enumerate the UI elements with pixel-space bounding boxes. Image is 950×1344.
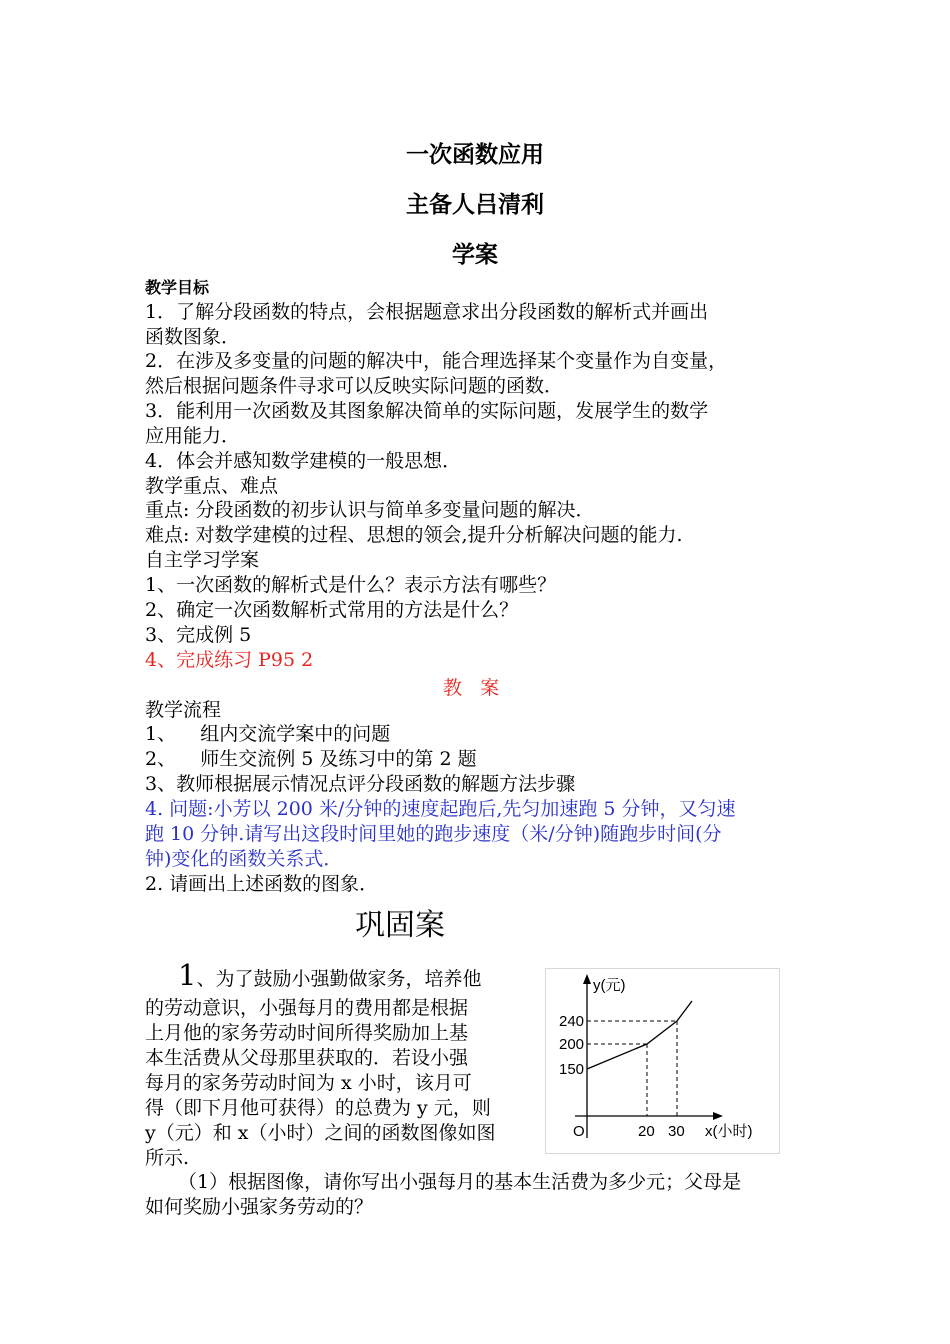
- exercise-text: 、为了鼓励小强勤做家务，培养他: [196, 968, 482, 990]
- text-line: 2、 师生交流例 5 及练习中的第 2 题: [145, 748, 477, 770]
- red-text-line: 4、完成练习 P95 2: [145, 649, 314, 671]
- text-line: 1、一次函数的解析式是什么？表示方法有哪些？: [145, 574, 557, 596]
- text-line: 然后根据问题条件寻求可以反映实际问题的函数．: [145, 375, 564, 397]
- text-line: 应用能力．: [145, 425, 241, 447]
- text-line: 自主学习学案: [145, 549, 260, 571]
- blue-text-line: 4. 问题:小芳以 200 米/分钟的速度起跑后,先匀加速跑 5 分钟，又匀速: [145, 798, 736, 820]
- y-tick-label: 240: [559, 1013, 585, 1030]
- author-line: 主备人吕清利: [406, 192, 544, 218]
- text-line: 每月的家务劳动时间为 x 小时，该月可: [145, 1072, 472, 1094]
- text-line: 4．体会并感知数学建模的一般思想．: [145, 450, 462, 472]
- y-axis-arrow: [583, 974, 591, 984]
- text-line: 教学重点、难点: [145, 475, 279, 497]
- text-line: 本生活费从父母那里获取的．若设小强: [145, 1047, 469, 1069]
- text-line: 2．在涉及多变量的问题的解决中，能合理选择某个变量作为自变量，: [145, 350, 728, 372]
- text-line: 函数图象．: [145, 326, 241, 348]
- text-line: y（元）和 x（小时）之间的函数图像如图: [145, 1122, 496, 1144]
- text-line: 得（即下月他可获得）的总费为 y 元，则: [145, 1097, 491, 1119]
- text-line: 难点: 对数学建模的过程、思想的领会,提升分析解决问题的能力.: [145, 524, 683, 546]
- text-line: 1．了解分段函数的特点，会根据题意求出分段函数的解析式并画出: [145, 301, 709, 323]
- text-line: 3．能利用一次函数及其图象解决简单的实际问题，发展学生的数学: [145, 400, 709, 422]
- text-line: （1）根据图像，请你写出小强每月的基本生活费为多少元；父母是: [178, 1171, 742, 1193]
- series-extension: [677, 1001, 692, 1021]
- x-tick-label: 20: [638, 1123, 655, 1140]
- text-line: 如何奖励小强家务劳动的？: [145, 1196, 374, 1218]
- exercise-first-line: [178, 960, 481, 994]
- text-line: 2、确定一次函数解析式常用的方法是什么？: [145, 599, 519, 621]
- function-graph: [545, 968, 780, 1154]
- x-axis-arrow: [713, 1112, 723, 1120]
- objectives-heading: 教学目标: [145, 278, 210, 297]
- text-line: 教学流程: [145, 699, 222, 721]
- section-heading: 学案: [452, 242, 498, 268]
- x-tick-label: 30: [668, 1123, 685, 1140]
- jiaoan-heading: 教 案: [443, 677, 500, 699]
- gonggu-heading: 巩固案: [355, 908, 445, 943]
- origin-label: O: [573, 1123, 585, 1140]
- blue-text-line: 跑 10 分钟.请写出这段时间里她的跑步速度（米/分钟)随跑步时间(分: [145, 823, 722, 845]
- blue-text-line: 钟)变化的函数关系式．: [145, 848, 343, 870]
- y-axis-label: y(元): [593, 977, 626, 994]
- x-axis-label: x(小时): [705, 1123, 753, 1140]
- text-line: 的劳动意识，小强每月的费用都是根据: [145, 997, 469, 1019]
- series-line: [587, 1021, 677, 1069]
- text-line: 重点: 分段函数的初步认识与简单多变量问题的解决．: [145, 499, 595, 521]
- doc-title: 一次函数应用: [406, 142, 544, 168]
- y-tick-label: 200: [559, 1036, 585, 1053]
- guide-lines: [587, 1021, 677, 1116]
- text-line: 上月他的家务劳动时间所得奖励加上基: [145, 1022, 469, 1044]
- y-tick-label: 150: [559, 1061, 585, 1078]
- text-line: 1、 组内交流学案中的问题: [145, 723, 391, 745]
- text-line: 3、完成例 5: [145, 624, 252, 646]
- text-line: 所示.: [145, 1147, 190, 1169]
- text-line: 2. 请画出上述函数的图象．: [145, 873, 379, 895]
- exercise-number: 1: [178, 958, 197, 992]
- text-line: 3、教师根据展示情况点评分段函数的解题方法步骤: [145, 773, 576, 795]
